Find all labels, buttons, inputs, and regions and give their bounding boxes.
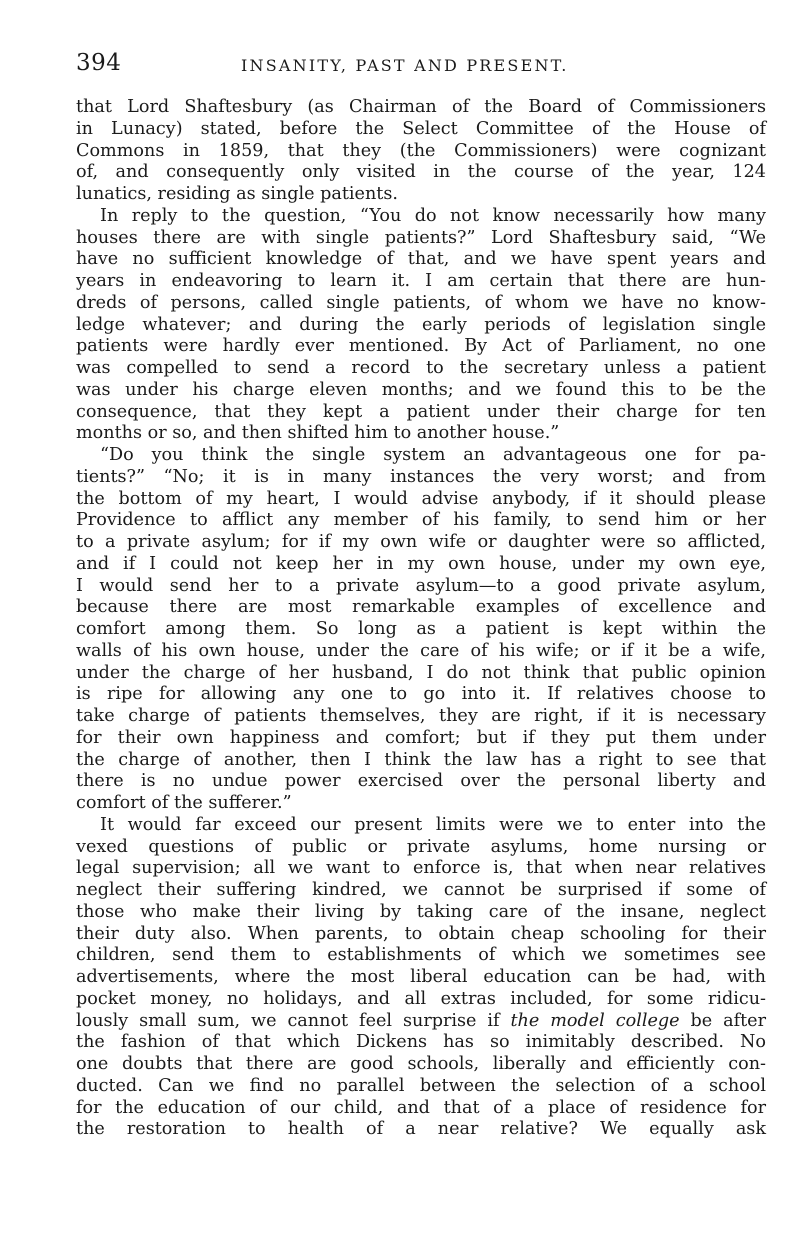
text-line: ducted. Can we find no parallel between the selection of a school xyxy=(76,1075,766,1096)
text-line: of, and consequently only visited in the course of the year, 124 xyxy=(76,162,766,183)
text-line: their duty also. When parents, to obtain cheap schooling for their xyxy=(76,923,766,944)
body-text xyxy=(76,97,766,1141)
text-line: advertisements, where the most liberal education can be had, with xyxy=(76,967,766,987)
text-line: neglect their suffering kindred, we cannot be surprised if some of xyxy=(76,880,766,900)
text-line: those who make their living by taking care of the insane, neglect xyxy=(76,901,766,922)
text-line: months or so, and then shifted him to another house.” xyxy=(76,423,560,444)
text-line: lunatics, residing as single patients. xyxy=(76,184,398,204)
text-line: In reply to the question, “You do not know necessarily how many xyxy=(100,205,766,226)
text-line: in Lunacy) stated, before the Select Committee of the House of xyxy=(76,118,766,139)
text-line: is ripe for allowing any one to go into it. If relatives choose to xyxy=(76,684,766,705)
page-number: 394 xyxy=(76,50,122,76)
page-header xyxy=(76,50,766,80)
text-line: the fashion of that which Dickens has so inimitably described. No xyxy=(76,1032,766,1053)
text-line: patients were hardly ever mentioned. By Act of Parliament, no one xyxy=(76,336,766,357)
text-line: It would far exceed our present limits were we to enter into the xyxy=(100,814,766,835)
text-line: “Do you think the single system an advantageous one for pa- xyxy=(100,445,766,465)
text-line: vexed questions of public or private asylums, home nursing or xyxy=(76,836,766,857)
text-line: for their own happiness and comfort; but if they put them under xyxy=(76,727,766,748)
text-line: Commons in 1859, that they (the Commissioners) were cognizant xyxy=(76,140,766,161)
text-line: houses there are with single patients?” Lord Shaftesbury said, “We xyxy=(76,227,766,248)
text-line: that Lord Shaftesbury (as Chairman of the Board of Commissioners xyxy=(76,97,766,117)
text-line: and if I could not keep her in my own house, under my own eye, xyxy=(76,553,766,574)
italic-phrase: the model college xyxy=(510,1010,680,1031)
text-line: years in endeavoring to learn it. I am certain that there are hun- xyxy=(76,271,766,291)
text-line: one doubts that there are good schools, liberally and efficiently con- xyxy=(76,1054,766,1074)
text-line: walls of his own house, under the care of his wife; or if it be a wife, xyxy=(76,640,766,661)
text-line: was under his charge eleven months; and we found this to be the xyxy=(76,379,766,400)
text-line: comfort of the sufferer.” xyxy=(76,793,292,813)
text-line: consequence, that they kept a patient under their charge for ten xyxy=(76,401,766,422)
text-line: dreds of persons, called single patients, of whom we have no know- xyxy=(76,292,766,313)
text-line: there is no undue power exercised over the personal liberty and xyxy=(76,771,766,792)
text-line: I would send her to a private asylum—to a good private asylum, xyxy=(76,575,766,596)
text-line: comfort among them. So long as a patient is kept within the xyxy=(76,619,766,639)
text-line: the charge of another, then I think the law has a right to see that xyxy=(76,749,766,770)
text-line: for the education of our child, and that of a place of residence for xyxy=(76,1097,766,1118)
text-line: under the charge of her husband, I do not think that public opinion xyxy=(76,662,766,683)
text-line: because there are most remarkable examples of excellence and xyxy=(76,597,766,618)
text-line: ledge whatever; and during the early periods of legislation single xyxy=(76,314,766,335)
text-line: children, send them to establishments of which we sometimes see xyxy=(76,945,766,966)
text-line: the restoration to health of a near relative? We equally ask xyxy=(76,1119,766,1140)
text-line: legal supervision; all we want to enforce is, that when near relatives xyxy=(76,858,766,879)
text-line: the bottom of my heart, I would advise anybody, if it should please xyxy=(76,488,766,509)
text-line: pocket money, no holidays, and all extras included, for some ridicu- xyxy=(76,988,766,1009)
text-line: have no sufficient knowledge of that, and we have spent years and xyxy=(76,249,766,270)
text-line: was compelled to send a record to the secretary unless a patient xyxy=(76,358,766,378)
text-line: tients?” “No; it is in many instances the very worst; and from xyxy=(76,466,766,487)
text-line: lously small sum, we cannot feel surprise if the model college be after xyxy=(76,1010,766,1031)
text-line: Providence to afflict any member of his family, to send him or her xyxy=(76,510,766,531)
text-line: take charge of patients themselves, they are right, if it is necessary xyxy=(76,706,766,726)
text-line: to a private asylum; for if my own wife or daughter were so afflicted, xyxy=(76,532,766,552)
running-title: INSANITY, PAST AND PRESENT. xyxy=(241,56,569,75)
